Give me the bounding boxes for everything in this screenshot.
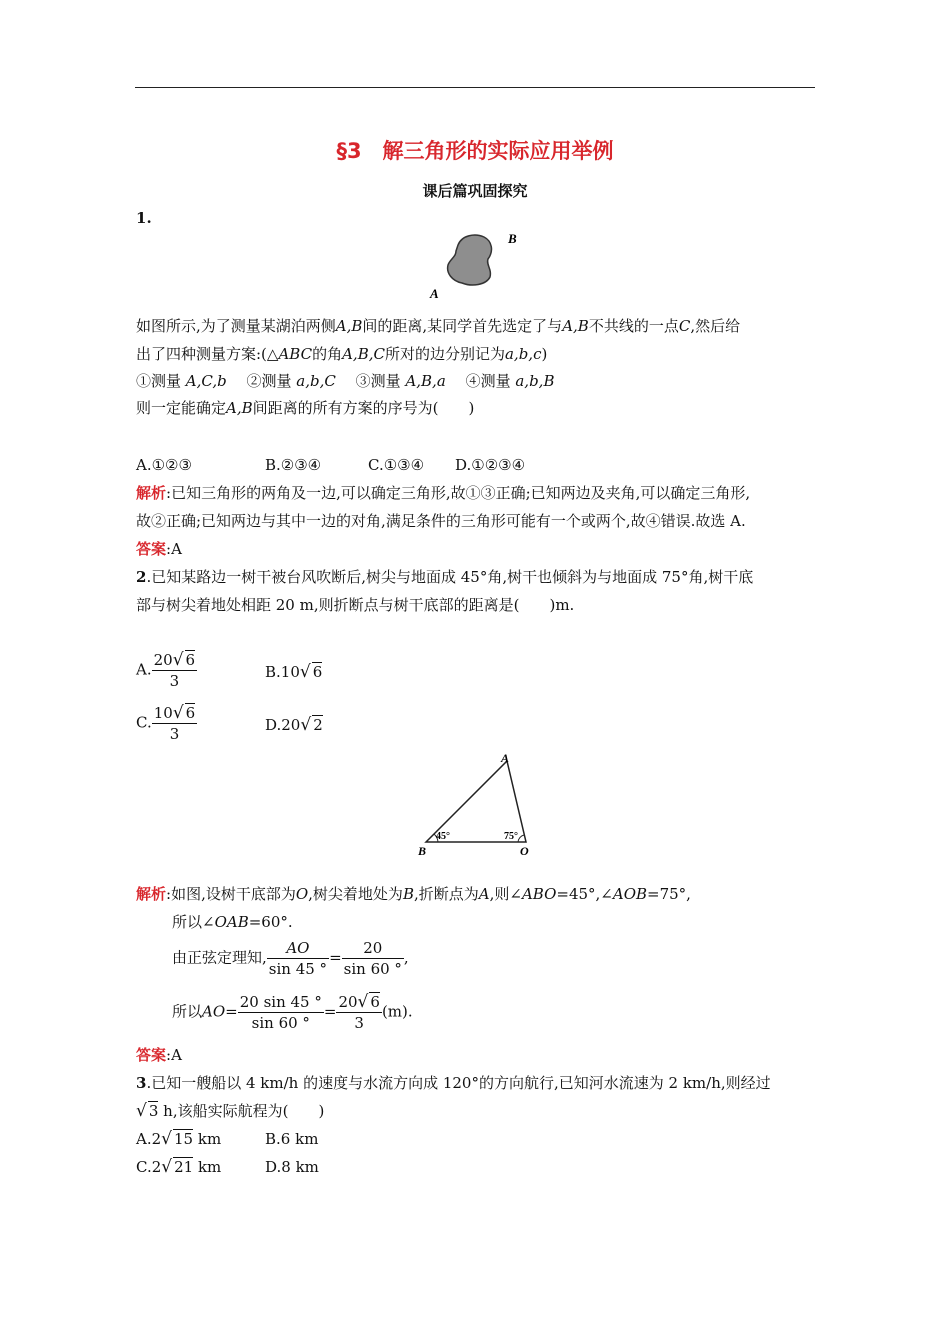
q2-analysis-line2: 所以∠OAB=60°. (172, 913, 293, 931)
q2-analysis-line4: 所以AO= $\frac{20 \sin 45 ^\circ}{\sin 60 ^\circ}$ = $\frac{20√ 6}{3}$ (m). (172, 992, 413, 1032)
label-a: A (501, 751, 510, 765)
q2-option-d: D.20√ 2 (265, 715, 323, 735)
angle-75-label: 75° (504, 831, 518, 842)
q1-stem-line2: 出了四种测量方案:(△ABC的角A,B,C所对的边分别记为a,b,c) (136, 345, 548, 363)
q1-option-c: C.①③④ (368, 456, 425, 474)
triangle-abo (426, 761, 526, 842)
lake-shape (448, 235, 492, 285)
q2-option-a: A. $\frac{20√ 6}{3}$ (136, 650, 196, 690)
q2-analysis-line1: 解析:如图,设树干底部为O,树尖着地处为B,折断点为A,则∠ABO=45°,∠AOB=75°, (136, 885, 691, 903)
q1-analysis-line2: 故②正确;已知两边与其中一边的对角,满足条件的三角形可能有一个或两个,故④错误.故选 A. (136, 512, 746, 530)
q1-number: 1. (136, 209, 152, 227)
q3-stem-line2: √ 3 h,该船实际航程为( ) (136, 1101, 325, 1121)
q1-analysis-line1: 解析:已知三角形的两角及一边,可以确定三角形,故①③正确;已知两边及夹角,可以确定三角形, (136, 484, 751, 502)
page-subtitle: 课后篇巩固探究 (422, 182, 528, 200)
angle-arc-o (518, 835, 524, 842)
q1-option-d: D.①②③④ (455, 456, 526, 474)
q1-option-b: B.②③④ (265, 456, 322, 474)
q2-triangle-figure (412, 748, 542, 860)
q3-option-d: D.8 km (265, 1158, 319, 1176)
label-b: B (418, 844, 427, 858)
q3-stem-line1: 3.已知一艘船以 4 km/h 的速度与水流方向成 120°的方向航行,已知河水流速为 2 km/h,则经过 (136, 1074, 771, 1092)
page-title: §3 解三角形的实际应用举例 (336, 139, 614, 163)
label-b: B (508, 231, 517, 246)
q2-option-b: B.10√ 6 (265, 662, 323, 682)
q2-answer: 答案:A (136, 1046, 182, 1064)
q3-option-a: A.2√ 15 km (136, 1129, 222, 1149)
q2-stem-line2: 部与树尖着地处相距 20 m,则折断点与树干底部的距离是( )m. (136, 596, 575, 614)
q1-stem-line4: 则一定能确定A,B间距离的所有方案的序号为( ) (136, 399, 475, 417)
q2-option-c: C. $\frac{10√ 6}{3}$ (136, 703, 196, 743)
q1-schemes: ①测量 A,C,b ②测量 a,b,C ③测量 A,B,a ④测量 a,b,B (136, 372, 555, 390)
q2-analysis-line3: 由正弦定理知, $\frac{AO}{\sin 45 ^\circ}$ = $\frac{20}{\sin 60 ^\circ}$ , (172, 939, 409, 978)
q3-option-c: C.2√ 21 km (136, 1157, 222, 1177)
q1-answer: 答案:A (136, 540, 182, 558)
q1-stem-line1: 如图所示,为了测量某湖泊两侧A,B间的距离,某同学首先选定了与A,B不共线的一点C,然后给 (136, 317, 741, 335)
label-a: A (430, 286, 439, 301)
q2-stem-line1: 2.已知某路边一树干被台风吹断后,树尖与地面成 45°角,树干也倾斜为与地面成 75°角,树干底 (136, 568, 754, 586)
header-rule (135, 87, 815, 88)
q3-option-b: B.6 km (265, 1130, 319, 1148)
q1-option-a: A.①②③ (136, 456, 192, 474)
angle-45-label: 45° (436, 831, 450, 842)
q1-lake-figure (420, 225, 530, 303)
label-o: O (520, 844, 529, 858)
